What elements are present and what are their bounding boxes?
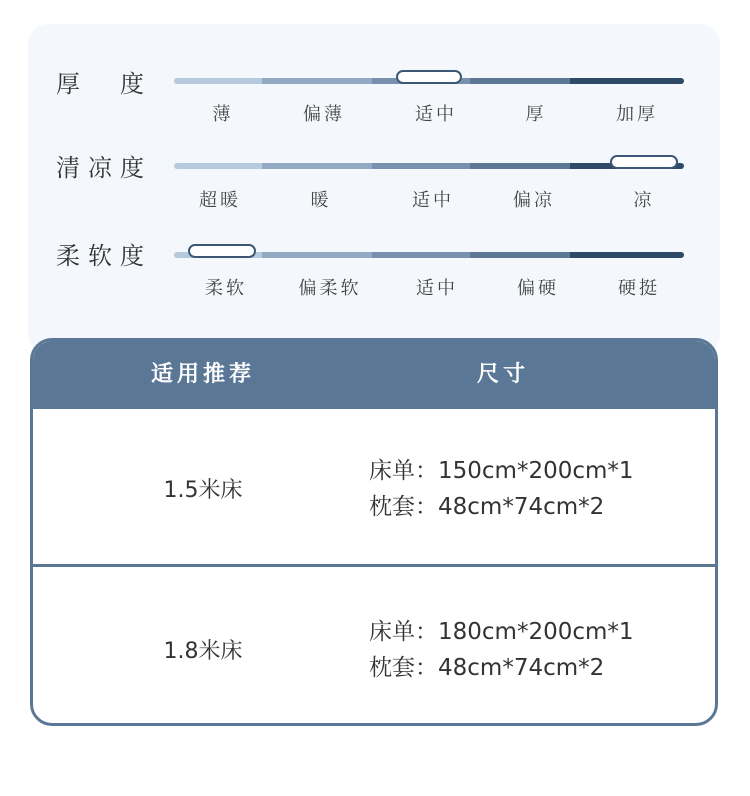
tick-label: 厚 xyxy=(525,104,547,125)
tick-label: 适中 xyxy=(416,278,458,299)
tick-label: 加厚 xyxy=(616,104,658,125)
fabric-properties-card xyxy=(28,24,720,354)
sheet-size: 床单：150cm*200cm*1 xyxy=(369,458,634,484)
coolness-track xyxy=(174,163,684,169)
coolness-scale xyxy=(28,154,720,234)
tick-label: 偏硬 xyxy=(517,278,559,299)
track-segment xyxy=(262,78,372,84)
coolness-label: 清凉度 xyxy=(56,154,152,182)
tick-label: 超暖 xyxy=(199,190,241,211)
thickness-scale xyxy=(28,70,720,150)
coolness-indicator xyxy=(610,155,678,169)
softness-indicator xyxy=(188,244,256,258)
track-segment xyxy=(470,163,570,169)
track-segment xyxy=(570,252,684,258)
thickness-track xyxy=(174,78,684,84)
sheet-size: 床单：180cm*200cm*1 xyxy=(369,619,634,645)
track-segment xyxy=(174,78,262,84)
header-size: 尺寸 xyxy=(476,362,529,387)
size-table xyxy=(30,338,718,726)
tick-label: 柔软 xyxy=(205,278,247,299)
header-recommendation: 适用推荐 xyxy=(150,362,255,387)
tick-label: 硬挺 xyxy=(618,278,660,299)
pillowcase-size: 枕套：48cm*74cm*2 xyxy=(369,655,605,681)
tick-label: 适中 xyxy=(412,190,454,211)
tick-label: 暖 xyxy=(310,190,332,211)
track-segment xyxy=(372,252,470,258)
thickness-indicator xyxy=(396,70,462,84)
bed-size: 1.5米床 xyxy=(163,478,243,503)
table-row xyxy=(33,567,715,725)
softness-label: 柔软度 xyxy=(56,242,152,270)
track-segment xyxy=(174,163,262,169)
pillowcase-size: 枕套：48cm*74cm*2 xyxy=(369,494,605,520)
table-row xyxy=(33,409,715,567)
tick-label: 偏凉 xyxy=(513,190,555,211)
tick-label: 适中 xyxy=(415,104,457,125)
table-header xyxy=(33,341,715,409)
track-segment xyxy=(470,78,570,84)
track-segment xyxy=(372,163,470,169)
tick-label: 薄 xyxy=(212,104,234,125)
tick-label: 偏柔软 xyxy=(298,278,362,299)
softness-track xyxy=(174,252,684,258)
track-segment xyxy=(570,78,684,84)
track-segment xyxy=(470,252,570,258)
softness-scale xyxy=(28,242,720,322)
bed-size: 1.8米床 xyxy=(163,639,243,664)
track-segment xyxy=(262,163,372,169)
thickness-label: 厚 度 xyxy=(56,70,152,98)
track-segment xyxy=(262,252,372,258)
tick-label: 偏薄 xyxy=(303,104,345,125)
tick-label: 凉 xyxy=(633,190,655,211)
